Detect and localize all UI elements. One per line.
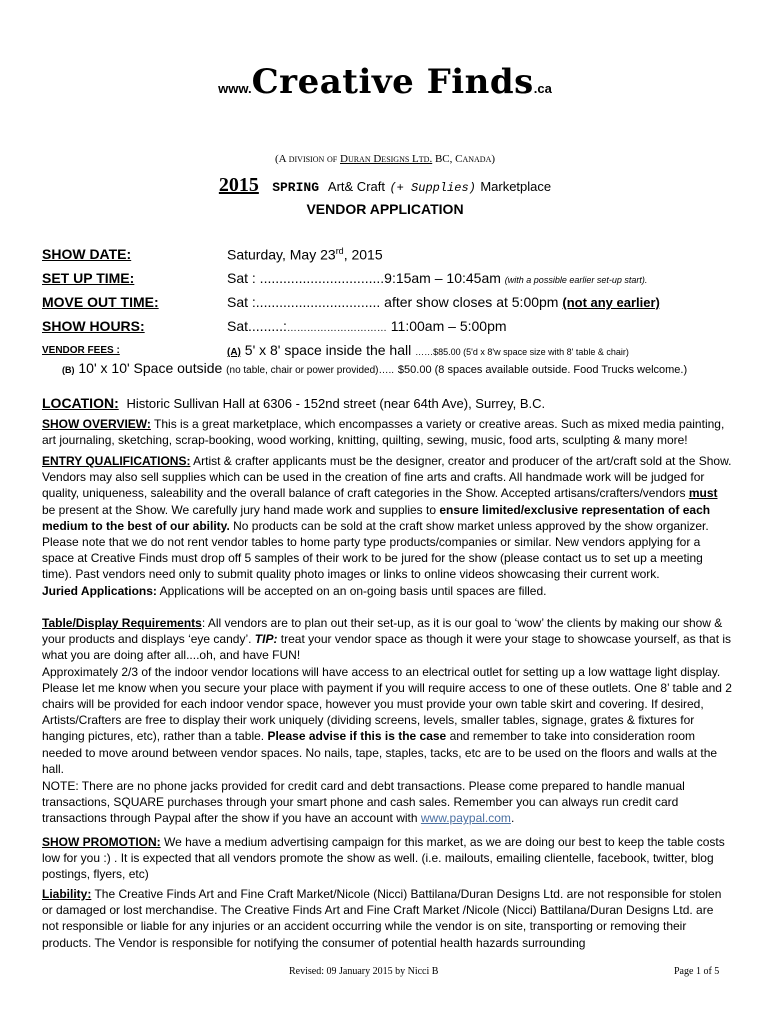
show-date-value (227, 246, 383, 263)
entry-section (42, 453, 732, 599)
table-text-3: Approximately 2/3 of the indoor vendor locations will have access to an electrical outlet for setting up a low wattage light display. Please let me know when you secure your place with payment if you will require access to one of these outlets. One 8’ table and 2 chairs will be provided for each indoor vendor space, however you must provide your own table skirt and covering. If desired, Artists/Crafters are free to display their work uniquely (dividing screens, levels, smaller tables, signage, grates & fixtures for hanging pictures, etc), rather than a table. (42, 664, 732, 744)
entry-text-2: be present at the Show. We carefully jury hand made work and supplies to (42, 502, 440, 517)
table-text-2: treat your vendor space as though it were your stage to showcase yourself, as that is what you are doing after all....oh, and have FUN! (42, 632, 732, 663)
note-text: NOTE: There are no phone jacks provided for credit card and debt transactions. Please come prepared to handle manual transactions, SQUARE purchases through your smart phone and cash sales. Remember you can always run credit card transactions through Paypal after the show if you have an account with (42, 779, 685, 826)
entry-text-1: Artist & crafter applicants must be the designer, creator and producer of the art/craft sold at the Show. Vendors may also sell supplies which can be used in the creation of fine arts and crafts. All handmade work will be judged for quality, uniqueness, saleability and the overall balance of craft categories in the Show. Accepted artisans/crafters/vendors (42, 454, 732, 501)
brand-header (0, 62, 770, 102)
paypal-link[interactable]: www.paypal.com (420, 811, 511, 826)
setup-value (227, 270, 647, 286)
entry-must: must (688, 486, 718, 501)
liability-label: Liability: (42, 887, 92, 901)
entry-label: ENTRY QUALIFICATIONS: (42, 454, 191, 468)
title-spring: SPRING (272, 180, 320, 195)
table-text-4: and remember to take into consideration room needed to move around between vendor spaces. No nails, tape, staples, tacks, etc are to be used on the floors and walls at the hall. (42, 729, 718, 776)
division-line (0, 153, 770, 165)
show-date-text: Saturday, May 23 (227, 246, 336, 263)
title-marketplace: Marketplace (480, 179, 552, 194)
juried-text: Applications will be accepted on an on-going basis until spaces are filled. (156, 583, 547, 598)
brand-ca: .ca (533, 81, 552, 96)
note-section (42, 778, 732, 827)
page-title: VENDOR APPLICATION (306, 201, 464, 217)
brand-logo-text: Creative Finds (251, 62, 534, 102)
overview-label: SHOW OVERVIEW: (42, 417, 151, 431)
location-value: Historic Sullivan Hall at 6306 - 152nd street (near 64th Ave), Surrey, B.C. (126, 396, 546, 411)
title-artcraft: Art& Craft (327, 179, 385, 194)
table-section (42, 615, 732, 777)
moveout-text: Sat :................................ after show closes at 5:00pm (227, 294, 559, 310)
table-label: Table/Display Requirements (42, 616, 202, 630)
brand-www: www. (218, 81, 252, 96)
fee-b-note: (no table, chair or power provided)….. (226, 365, 395, 376)
promotion-label: SHOW PROMOTION: (42, 835, 161, 849)
hours-value (227, 318, 507, 334)
hours-text: Sat.........: (227, 318, 287, 334)
fee-b-text: 10' x 10' Space outside (78, 360, 223, 376)
moveout-value (227, 294, 660, 310)
promotion-text: We have a medium advertising campaign for this market, as we are doing our best to keep the table costs low for you :) . It is expected that all vendors promote the show as well. (i.e. mailouts, emailing clientelle, facebook, twitter, blog postings, flyers, etc) (42, 835, 725, 882)
hours-time: 11:00am – 5:00pm (386, 318, 507, 334)
overview-section (42, 416, 732, 448)
fee-b-row (62, 360, 687, 376)
division-post: BC, Canada) (432, 153, 496, 165)
fee-b-label: (B) (62, 365, 75, 375)
fee-a (227, 342, 629, 358)
title-year: 2015 (218, 174, 259, 196)
liability-section (42, 886, 732, 951)
show-date-label: SHOW DATE: (42, 246, 132, 262)
entry-ensure: ensure limited/exclusive representation of each medium to the best of our ability. (42, 502, 711, 533)
footer-revised: Revised: 09 January 2015 by Nicci B (289, 966, 439, 977)
juried-label: Juried Applications: (42, 583, 157, 598)
liability-text: The Creative Finds Art and Fine Craft Market/Nicole (Nicci) Battilana/Duran Designs Ltd. are not responsible for stolen or damaged or lost merchandise. The Creative Finds Art and Fine Craft Market /Nicole (Nicci) Battilana/Duran Designs Ltd. are not responsible or liable for any injuries or an accident occurring while the vendor is on site, transporting or removing their products. The Vendor is responsible for notifying the consumer of potential health hazards surrounding (42, 887, 722, 950)
division-pre: (A division of (274, 153, 340, 165)
entry-text-3: No products can be sold at the craft show market unless approved by the show organizer. Please note that we do not rent vendor tables to home party type products/companies or similar. New vendors applying for a space at Creative Finds must drop off 5 samples of their work to be jured for the show (please contact us to set up a meeting time). Past vendors need only to submit quality photo images or links to online videos showcasing their current work. (42, 518, 709, 582)
title-line (0, 174, 770, 197)
setup-note: (with a possible earlier set-up start). (504, 275, 648, 285)
fee-a-text: 5' x 8' space inside the hall (244, 342, 412, 358)
show-date-sup: rd (335, 246, 344, 256)
setup-label: SET UP TIME: (42, 270, 135, 286)
hours-dots: ………………………… (286, 323, 387, 334)
division-company: Duran Designs Ltd. (340, 153, 433, 165)
table-text-1: : All vendors are to plan out their set-up, as it is our goal to ‘wow’ the clients by making our show & your products and displays ‘eye candy’. (42, 616, 723, 647)
show-date-year: , 2015 (343, 246, 383, 263)
moveout-note: (not any earlier) (562, 295, 660, 310)
hours-label: SHOW HOURS: (42, 318, 145, 334)
overview-text: This is a great marketplace, which encompasses a variety or creative areas. Such as mixed media painting, art journaling, sketching, scrap-booking, wood working, knitting, quilting, sewing, music, food arts, sculpting & many more! (42, 417, 725, 448)
promotion-section (42, 834, 732, 883)
fee-a-label: (A) (227, 347, 241, 358)
fee-b-price: $50.00 (8 spaces available outside. Food Trucks welcome.) (397, 364, 688, 376)
title-supplies: (+ Supplies) (389, 181, 476, 195)
location-label: LOCATION: (42, 395, 119, 411)
location-row (42, 395, 545, 411)
setup-text: Sat : ................................9:15am – 10:45am (227, 270, 501, 286)
table-advise: Please advise if this is the case (267, 729, 447, 744)
note-end: . (510, 811, 515, 826)
fee-a-price: ……$85.00 (5'd x 8'w space size with 8' table & chair) (415, 347, 629, 357)
footer-page-number: Page 1 of 5 (674, 966, 720, 977)
moveout-label: MOVE OUT TIME: (42, 294, 159, 310)
fees-label: VENDOR FEES : (42, 345, 120, 356)
table-tip: TIP: (254, 632, 278, 647)
